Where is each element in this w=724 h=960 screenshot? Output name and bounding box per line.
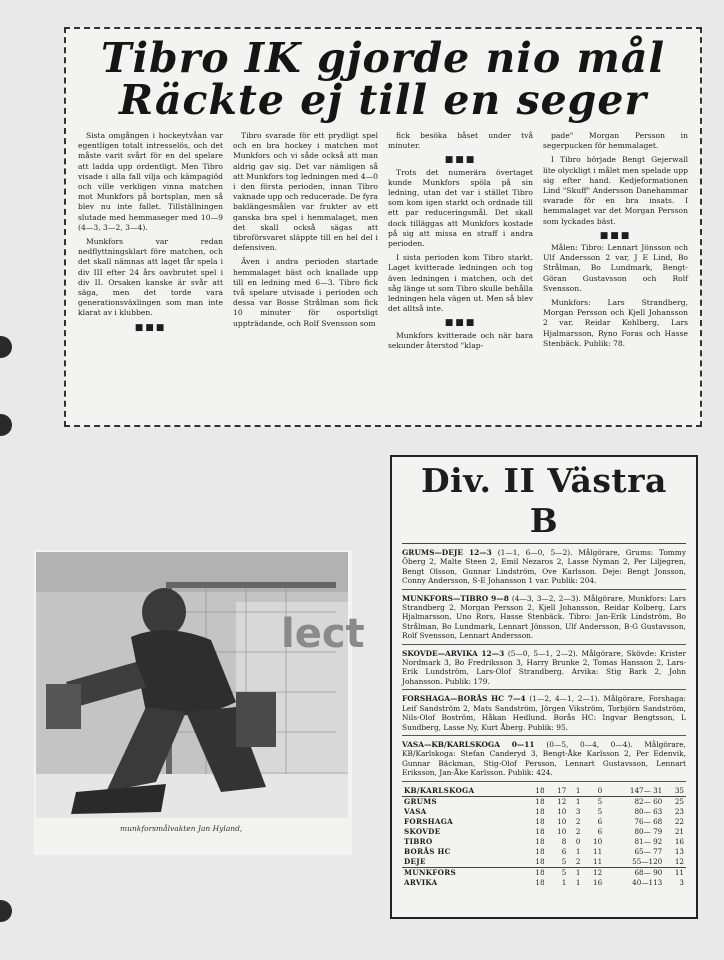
- ties: 0: [575, 837, 581, 847]
- losses: 0: [582, 786, 604, 797]
- ties: 1: [575, 847, 581, 857]
- match-result: VASA—KB/KARLSKOGA 0—11: [402, 739, 547, 749]
- paragraph: Sista omgången i hockeytvåan var egentligen totalt intresselös, och det måste varit svårt för en del spelare att ladda upp ordentligt. Men Tibro visade i alla fall vilja och kämpagiöd och ville verkligen vinna matchen mot Munkfors på bortsplan, men så blev nu inte fallet. Tillställningen slutade med hemmaseger med 10—9 (4—3, 3—2, 3—4).: [78, 131, 223, 232]
- article-columns: [78, 131, 688, 421]
- match-details: (5—0, 5—1, 2—2). Målgörare, Skövde: Krister Nordmark 3, Bo Fredriksson 3, Harry Brunke 2, Tomas Hansson 2, Lars-Erik Lundström, Lars-Olof Strandberg. Arvika: Stig Bark 2, John Johansson. Publik: 179.: [402, 648, 686, 686]
- team-name: VASA: [404, 807, 427, 817]
- wins: 12: [557, 797, 567, 807]
- team-name: GRUMS: [404, 797, 438, 807]
- svg-text:lect: lect: [281, 611, 365, 657]
- losses: 6: [597, 827, 603, 837]
- standings-row: [402, 847, 686, 857]
- wins: 5: [547, 857, 569, 868]
- paragraph: Även i andra perioden startade hemmalaget bäst och knallade upp till en ledning med 6—3. Tibro fick två spelare utvisade i perioden och dessa var Bosse Strålman som fick 10 minuter för osportsligt uppträdande, och Rolf Svensson som: [233, 257, 378, 328]
- goal-score: 80— 63: [634, 807, 663, 817]
- standings-table: [402, 786, 686, 888]
- goalkeeper-photo: [36, 552, 365, 818]
- standings-row: [402, 786, 686, 797]
- match-details: (4—3, 3—2, 2—3). Målgörare, Munkfors: Lars Strandberg 2, Morgan Persson 2, Kjell Johansson, Reidar Kolberg, Lars Hjalmarsson, Uno Rors, Hasse Stenbäck. Tibro: Jan-Erik Lindström, Bo Strålman, Bo Lundmark, Lennart Jönsson, Ulf Andersson, B-G Gustavsson, Rolf Svensson, Lennart Andersson.: [402, 593, 686, 641]
- match-report: [402, 694, 686, 732]
- wins: 10: [557, 817, 567, 827]
- games-played: 18: [535, 878, 545, 888]
- ties: 2: [575, 817, 581, 827]
- goal-score: 81— 92: [634, 837, 663, 847]
- wins: 5: [561, 868, 567, 878]
- section-squares: ■■■: [134, 322, 167, 333]
- losses: 10: [593, 837, 603, 847]
- separator: [402, 589, 686, 590]
- paragraph: I sista perioden kom Tibro starkt. Laget kvitterade ledningen och tog även ledningen i matchen, och det såg länge ut som Tibro skulle behålla ledningen hela vägen ut. Men så blev det alltså inte.: [388, 253, 533, 314]
- points: 25: [674, 797, 684, 807]
- goal-score: 55—120: [604, 857, 664, 868]
- paragraph: Trots det numerära övertaget kunde Munkfors spöla på sin ledning, utan det var i stället Tibro som kom igen starkt och ordnade till ett par reduceringsmål. Det skall dock tilläggas att Munkfors kostade på sig att missa en straff i andra perioden.: [388, 167, 533, 249]
- goal-score: 80— 79: [634, 827, 663, 837]
- points: 3: [679, 878, 684, 888]
- ties: 3: [575, 807, 581, 817]
- separator: [402, 689, 686, 690]
- points: 13: [674, 847, 684, 857]
- games-played: 18: [535, 817, 545, 827]
- wins: 1: [561, 878, 567, 888]
- wins: 10: [557, 827, 567, 837]
- standings-row: [402, 827, 686, 837]
- wins: 8: [561, 837, 567, 847]
- ties: 1: [575, 878, 581, 888]
- losses: 5: [597, 797, 603, 807]
- losses: 11: [582, 857, 604, 868]
- separator: [402, 781, 686, 782]
- match-result: FORSHAGA—BORÅS HC 7—4: [402, 694, 530, 704]
- games-played: 18: [525, 857, 547, 868]
- goal-score: 147— 31: [604, 786, 664, 797]
- points: 11: [674, 868, 684, 878]
- games-played: 18: [535, 827, 545, 837]
- separator: [402, 735, 686, 736]
- photo-clipping: [34, 550, 365, 855]
- match-report: [402, 594, 686, 641]
- match-report: [402, 649, 686, 687]
- team-name: MUNKFORS: [404, 868, 456, 878]
- standings-row: [402, 878, 686, 888]
- match-result: GRUMS—DEJE 12—3: [402, 548, 498, 557]
- paragraph: Munkfors kvitterade och när bara sekunder återstod "klap-: [388, 330, 533, 350]
- binder-hole: [0, 336, 12, 358]
- games-played: 18: [535, 797, 545, 807]
- wins: 17: [547, 786, 569, 797]
- section-squares: ■■■: [599, 230, 632, 241]
- separator: [402, 644, 686, 645]
- losses: 6: [597, 817, 603, 827]
- losses: 11: [593, 847, 603, 857]
- standings-row: [402, 807, 686, 817]
- paragraph: Munkfors: Lars Strandberg, Morgan Persson och Kjell Johansson 2 var, Reidar Kohlberg, Lars Hjalmarsson, Ryno Foras och Hasse Stenbäck. Publik: 78.: [543, 298, 688, 348]
- losses: 5: [597, 807, 603, 817]
- goal-score: 65— 77: [634, 847, 663, 857]
- match-result: SKOVDE—ARVIKA 12—3: [402, 648, 508, 658]
- ties: 2: [568, 857, 582, 868]
- match-result: MUNKFORS—TIBRO 9—8: [402, 593, 512, 603]
- goal-score: 76— 68: [634, 817, 663, 827]
- ties: 1: [575, 797, 581, 807]
- binder-hole: [0, 414, 12, 436]
- team-name: SKOVDE: [404, 827, 441, 837]
- standings-row: [402, 817, 686, 827]
- team-name: BORÅS HC: [404, 847, 451, 857]
- section-squares: ■■■: [444, 155, 477, 166]
- match-report: [402, 548, 686, 586]
- paragraph: fick besöka båset under två minuter.: [388, 131, 533, 151]
- standings-row: [402, 857, 686, 868]
- match-details: (1—1, 6—0, 5—2). Målgörare, Grums: Tommy Öberg 2, Malte Steen 2, Emil Nezaros 2, Lasse Nyman 2, Per Liljegren, Bengt Olsson, Gunnar Lindström, Ove Karlsson. Deje: Bengt Jonsson, Conny Andersson, S-E Johansson 1 var. Publik: 204.: [402, 548, 686, 586]
- article-column-3: [388, 131, 533, 421]
- wins: 6: [561, 847, 567, 857]
- ties: 2: [575, 827, 581, 837]
- paragraph: Munkfors var redan nedflyttningsklart före matchen, och det skall nämnas att laget får spela i div III efter 24 års oavbrutet spel i div II. Orsaken kanske är svår att säga, men det torde vara generationsväxlingen som man inte klarat av i klubben.: [78, 237, 223, 318]
- points: 22: [674, 817, 684, 827]
- match-details: (1—2, 4—1, 2—1). Målgörare, Forshaga: Leif Sandström 2, Mats Sandström, Jörgen Vikström, Torbjörn Sandström, Nils-Olof Boström, Håkan Hedlund. Borås HC: Ingvar Bengtsson, L Sundberg, Lasse Ny, Kurt Åberg. Publik: 95.: [402, 694, 686, 732]
- losses: 16: [593, 878, 603, 888]
- team-name: KB/KARLSKOGA: [402, 786, 525, 797]
- games-played: 18: [535, 868, 545, 878]
- team-name: TIBRO: [404, 837, 433, 847]
- goalkeeper-illustration: [36, 552, 365, 818]
- paragraph: Tibro svarade för ett prydligt spel och en bra hockey i matchen mot Munkfors och vi såde också att man aldrig gav sig. Det var nämligen så att Munkfors tog ledningen med 4—0 i den första perioden, innan Tibro vaknade upp och reducerade. De fyra baklängesmålen var frukter av ett ganska bra spel i hemmalaget, men det skall också sägas att tibroförsvaret släppte till en hel del i defensiven.: [233, 131, 378, 253]
- games-played: 18: [535, 847, 545, 857]
- match-report: [402, 740, 686, 778]
- points: 23: [674, 807, 684, 817]
- binder-hole: [0, 900, 12, 922]
- headline-line-1: Tibro IK gjorde nio mål: [100, 34, 666, 82]
- goal-score: 68— 90: [634, 868, 663, 878]
- games-played: 18: [525, 786, 547, 797]
- standings-row: [402, 867, 686, 878]
- article-column-1: [78, 131, 223, 421]
- points: 12: [664, 857, 686, 868]
- losses: 12: [593, 868, 603, 878]
- match-details: (0—5, 0—4, 0—4). Målgörare, KB/Karlskoga: Stefan Canderyd 3, Bengt-Åke Karlsson 2, Per Edenvik, Gunnar Bäckman, Stig-Olof Persson, Lennart Gustavsson, Lennart Eriksson, Jan-Åke Karlsson. Publik: 424.: [402, 739, 686, 778]
- ties: 1: [568, 786, 582, 797]
- article-column-4: [543, 131, 688, 421]
- goal-score: 40—113: [632, 878, 663, 888]
- match-reports: [402, 548, 686, 782]
- standings-row: [402, 837, 686, 847]
- points: 21: [674, 827, 684, 837]
- headline-line-2: Räckte ej till en seger: [118, 76, 648, 124]
- goal-score: 82— 60: [634, 797, 663, 807]
- games-played: 18: [535, 807, 545, 817]
- photo-caption: munkforsmålvakten Jan Hyland,: [120, 824, 243, 833]
- paragraph: Målen: Tibro: Lennart Jönsson och Ulf Andersson 2 var, J E Lind, Bo Strålman, Bo Lundmark, Bengt-Göran Gustavsson och Rolf Svensson.: [543, 243, 688, 293]
- ties: 1: [575, 868, 581, 878]
- wins: 10: [557, 807, 567, 817]
- points: 35: [664, 786, 686, 797]
- division-title: Div. II Västra B: [402, 461, 686, 544]
- standings-clipping: [390, 455, 698, 919]
- team-name: ARVIKA: [404, 878, 438, 888]
- paragraph: pade" Morgan Persson in segerpucken för hemmalaget.: [543, 131, 688, 151]
- team-name: DEJE: [402, 857, 525, 868]
- standings-row: [402, 796, 686, 807]
- article-column-2: [233, 131, 378, 421]
- article-clipping: [64, 27, 702, 427]
- points: 16: [674, 837, 684, 847]
- section-squares: ■■■: [444, 318, 477, 329]
- team-name: FORSHAGA: [404, 817, 454, 827]
- games-played: 18: [535, 837, 545, 847]
- paragraph: I Tibro började Bengt Gejerwall lite olyckligt i målet men spelade upp sig efter hand. Kedjeformationen Lind "Skuff" Andersson Danehammar svarade för en bra insats. I hemmalaget var det Morgan Persson som lyckades bäst.: [543, 155, 688, 226]
